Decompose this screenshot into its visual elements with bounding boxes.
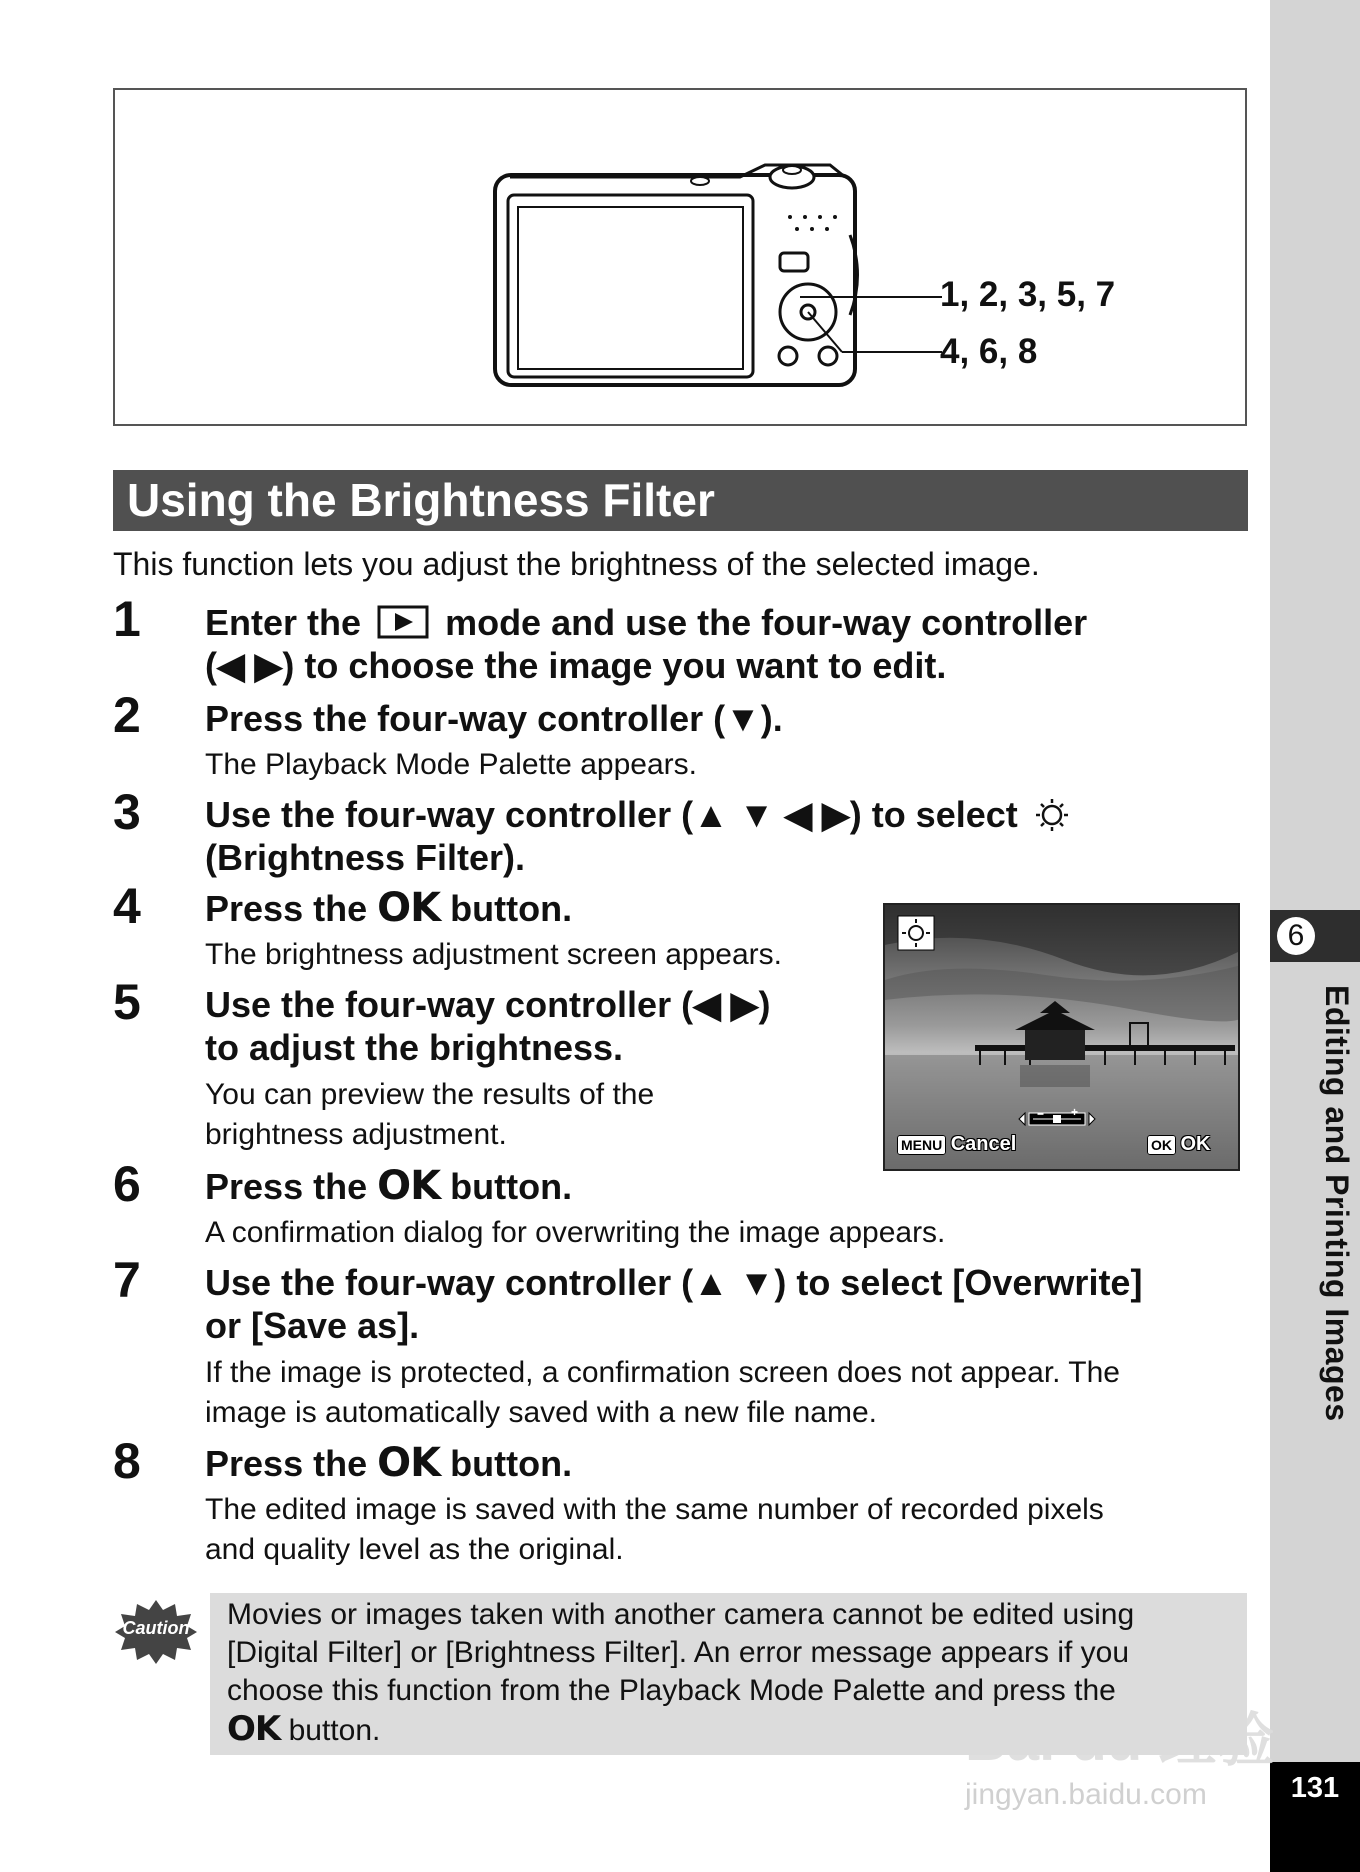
step-7-title-line2: or [Save as]. (205, 1305, 420, 1346)
step-5-desc-line1: You can preview the results of the (205, 1078, 655, 1111)
ok-button-glyph: OK (227, 1709, 281, 1749)
caution-badge (115, 1598, 197, 1664)
step-8-title: Press the OK button. (205, 1440, 573, 1486)
step-6-desc: A confirmation dialog for overwriting the image appears. (205, 1216, 946, 1249)
brightness-filter-icon (1034, 797, 1072, 833)
chapter-title: Editing and Printing Images (1319, 985, 1355, 1422)
section-title: Using the Brightness Filter (127, 474, 715, 526)
step-8-desc-line1: The edited image is saved with the same number of recorded pixels (205, 1493, 1104, 1526)
step-1-title-line1: Enter the mode and use the four-way controller (205, 602, 1088, 643)
step-2-desc: The Playback Mode Palette appears. (205, 748, 697, 781)
ok-control[interactable] (1147, 1133, 1210, 1156)
step-5-desc-line2: brightness adjustment. (205, 1118, 507, 1151)
plus-label: + (1071, 1105, 1079, 1119)
watermark-url: jingyan.baidu.com (965, 1778, 1207, 1811)
callout-steps-ok: 4, 6, 8 (940, 332, 1038, 371)
menu-key: MENU (897, 1135, 946, 1155)
brightness-adjust-screen (883, 903, 1240, 1171)
page-number: 131 (1290, 1772, 1340, 1804)
ok-label: OK (1180, 1133, 1211, 1155)
step-2-title: Press the four-way controller (▼). (205, 698, 783, 739)
brightness-slider-graphic (1013, 1109, 1101, 1129)
cancel-label: Cancel (950, 1133, 1017, 1155)
leader-lines (800, 280, 945, 360)
step-7-desc-line1: If the image is protected, a confirmation screen does not appear. The (205, 1356, 1120, 1389)
step-number: 7 (113, 1252, 141, 1308)
minus-label: − (1037, 1107, 1045, 1121)
camera-back-illustration (490, 155, 860, 400)
caution-badge-label: Caution (122, 1618, 190, 1638)
step-number: 8 (113, 1433, 141, 1489)
step-3-title-line2: (Brightness Filter). (205, 837, 526, 878)
caution-line3: choose this function from the Playback Mode Palette and press the (227, 1674, 1116, 1707)
step-number: 1 (113, 591, 141, 647)
step-number: 5 (113, 974, 141, 1030)
step-3-title-line1: Use the four-way controller (▲ ▼ ◀ ▶) to select (205, 793, 1072, 836)
brightness-slider[interactable] (1013, 1105, 1101, 1129)
playback-icon (377, 605, 429, 639)
step-4-title: Press the OK button. (205, 885, 573, 931)
step-6-title: Press the OK button. (205, 1163, 573, 1209)
ok-button-glyph: OK (377, 1163, 441, 1209)
step-number: 3 (113, 784, 141, 840)
step-number: 6 (113, 1156, 141, 1212)
step-4-desc: The brightness adjustment screen appears. (205, 938, 782, 971)
step-number: 2 (113, 687, 141, 743)
chapter-number: 6 (1277, 917, 1315, 955)
step-5-title-line2: to adjust the brightness. (205, 1027, 624, 1068)
step-1-title-line2: (◀ ▶) to choose the image you want to edit. (205, 645, 947, 686)
ok-button-glyph: OK (377, 885, 441, 931)
caution-line1: Movies or images taken with another camera cannot be edited using (227, 1598, 1135, 1631)
caution-line2: [Digital Filter] or [Brightness Filter]. An error message appears if you (227, 1636, 1130, 1669)
brightness-filter-icon (897, 915, 935, 951)
ok-key: OK (1147, 1135, 1176, 1155)
watermark-brand: Bai du 经验 (965, 1708, 1275, 1773)
cancel-control[interactable] (897, 1133, 1016, 1156)
step-7-desc-line2: image is automatically saved with a new file name. (205, 1396, 877, 1429)
caution-line4: OK button. (227, 1709, 381, 1749)
intro-text: This function lets you adjust the brightness of the selected image. (113, 546, 1040, 582)
step-number: 4 (113, 878, 141, 934)
step-5-title-line1: Use the four-way controller (◀ ▶) (205, 984, 771, 1025)
step-7-title-line1: Use the four-way controller (▲ ▼) to select [Overwrite] (205, 1262, 1143, 1303)
callout-steps-controller: 1, 2, 3, 5, 7 (940, 275, 1116, 314)
ok-button-glyph: OK (377, 1440, 441, 1486)
step-8-desc-line2: and quality level as the original. (205, 1533, 624, 1566)
pier-photo (885, 905, 1240, 1171)
